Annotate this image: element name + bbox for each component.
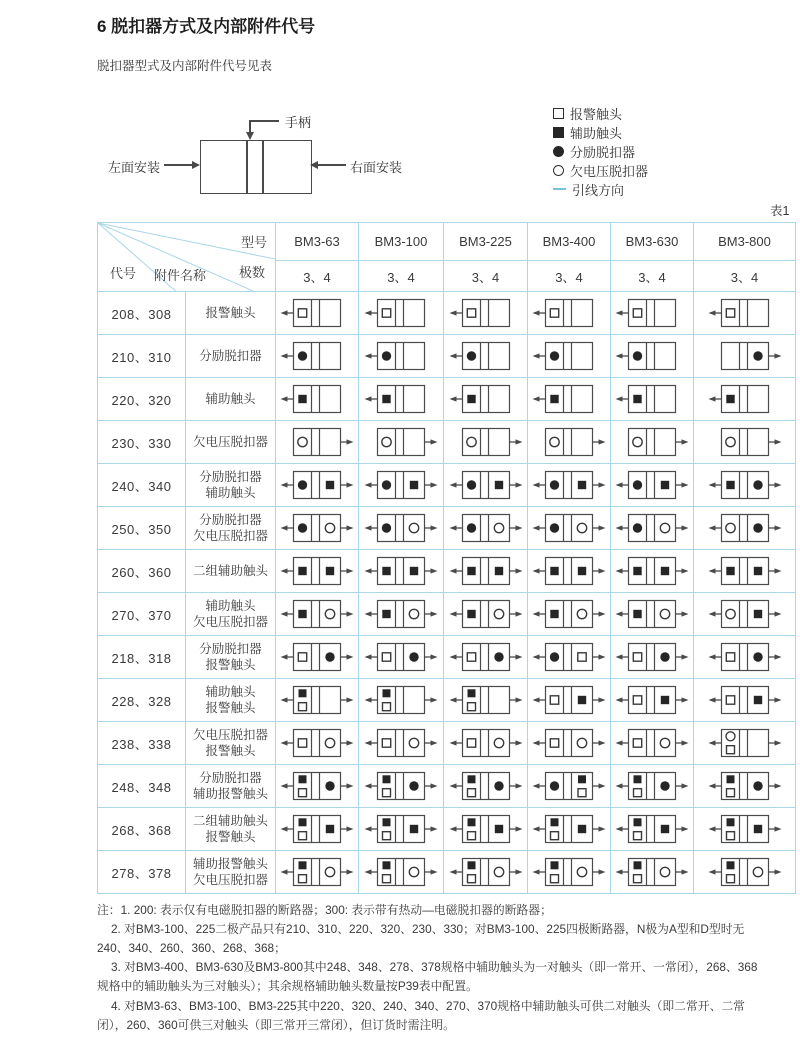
footnote-line: 4. 对BM3-63、BM3-100、BM3-225其中220、320、240、340、270、370规格中辅助触头可供二对触头（即二常开、二常闭），260、360可供三对触头（即三常开三常闭），但订货时需注明。 [97, 998, 745, 1032]
diagram-cell [694, 851, 796, 894]
row-accessory-name: 分励脱扣器 辅助报警触头 [186, 765, 276, 808]
diagram-cell [276, 421, 359, 464]
breaker-cell-drawing [364, 769, 438, 803]
breaker-cell-drawing [449, 554, 523, 588]
diagram-cell [276, 593, 359, 636]
diagram-cell [528, 464, 611, 507]
footnote-line: 注：1. 200: 表示仅有电磁脱扣器的断路器；300: 表示带有热动—电磁脱扣器的断路器； [97, 903, 552, 917]
breaker-cell-drawing [364, 726, 438, 760]
breaker-cell-drawing [532, 468, 606, 502]
diagram-cell [611, 808, 694, 851]
diagram-cell [276, 378, 359, 421]
table-row [98, 722, 796, 765]
table-row [98, 550, 796, 593]
breaker-cell-drawing [708, 640, 782, 674]
row-accessory-name: 辅助触头 [186, 378, 276, 421]
breaker-cell-drawing [708, 597, 782, 631]
table-row [98, 378, 796, 421]
diagram-cell [694, 679, 796, 722]
shunt-release-icon [553, 146, 564, 157]
name-header-label: 附件名称 [154, 268, 207, 283]
breaker-cell-drawing [280, 468, 354, 502]
breaker-cell-drawing [615, 726, 689, 760]
breaker-cell-drawing [532, 425, 606, 459]
breaker-cell-drawing [280, 769, 354, 803]
row-code: 208、308 [98, 292, 186, 335]
row-accessory-name: 辅助触头 报警触头 [186, 679, 276, 722]
breaker-cell-drawing [449, 640, 523, 674]
row-accessory-name: 分励脱扣器 报警触头 [186, 636, 276, 679]
diagram-cell [694, 722, 796, 765]
diagram-cell [611, 507, 694, 550]
legend-item [553, 182, 648, 197]
diagram-cell [276, 550, 359, 593]
diagram-cell [694, 421, 796, 464]
breaker-cell-drawing [708, 554, 782, 588]
diagram-cell [694, 765, 796, 808]
diagram-cell [444, 679, 528, 722]
breaker-cell-drawing [532, 726, 606, 760]
model-column-header: BM3-100 [359, 223, 444, 261]
row-code: 218、318 [98, 636, 186, 679]
diagram-cell [359, 292, 444, 335]
legend-item [553, 163, 648, 178]
row-code: 260、360 [98, 550, 186, 593]
diagram-cell [611, 335, 694, 378]
row-code: 268、368 [98, 808, 186, 851]
breaker-cell-drawing [708, 769, 782, 803]
handle-label: 手柄 [285, 115, 312, 130]
table-row [98, 808, 796, 851]
row-accessory-name: 欠电压脱扣器 [186, 421, 276, 464]
row-code: 248、348 [98, 765, 186, 808]
row-code: 278、378 [98, 851, 186, 894]
right-mount-arrow-icon [310, 161, 318, 169]
diagram-cell [528, 421, 611, 464]
page-title: 6 脱扣器方式及内部附件代号 [97, 17, 316, 36]
breaker-cell-drawing [449, 769, 523, 803]
breaker-cell-drawing [364, 597, 438, 631]
model-column-header: BM3-63 [276, 223, 359, 261]
breaker-cell-drawing [532, 511, 606, 545]
lead-direction-icon [553, 188, 566, 190]
breaker-cell-drawing [280, 382, 354, 416]
breaker-cell-drawing [280, 425, 354, 459]
breaker-cell-drawing [532, 683, 606, 717]
breaker-cell-drawing [532, 382, 606, 416]
diagram-cell [444, 722, 528, 765]
row-code: 230、330 [98, 421, 186, 464]
diagram-cell [528, 292, 611, 335]
row-code: 250、350 [98, 507, 186, 550]
diagram-cell [359, 378, 444, 421]
table-row [98, 335, 796, 378]
diagram-cell [359, 851, 444, 894]
diagram-cell [444, 292, 528, 335]
right-mount-label: 右面安装 [350, 160, 403, 175]
diagram-cell [528, 593, 611, 636]
row-code: 228、328 [98, 679, 186, 722]
table-row [98, 851, 796, 894]
diagram-cell [444, 378, 528, 421]
breaker-cell-drawing [615, 640, 689, 674]
breaker-cell-drawing [532, 640, 606, 674]
legend-label: 欠电压脱扣器 [570, 163, 649, 179]
page-subtitle: 脱扣器型式及内部附件代号见表 [97, 59, 273, 73]
diagram-cell [611, 636, 694, 679]
row-accessory-name: 报警触头 [186, 292, 276, 335]
breaker-cell-drawing [364, 382, 438, 416]
breaker-cell-drawing [708, 339, 782, 373]
table-row [98, 636, 796, 679]
diagram-cell [359, 335, 444, 378]
breaker-cell-drawing [708, 511, 782, 545]
diagram-cell [444, 550, 528, 593]
left-mount-arrow-icon [192, 161, 200, 169]
table-row [98, 507, 796, 550]
diagram-cell [611, 378, 694, 421]
model-column-header: BM3-630 [611, 223, 694, 261]
legend-label: 引线方向 [572, 182, 625, 198]
breaker-cell-drawing [615, 296, 689, 330]
breaker-cell-drawing [532, 855, 606, 889]
breaker-cell-drawing [449, 597, 523, 631]
breaker-cell-drawing [449, 425, 523, 459]
legend-item [553, 106, 648, 121]
table-row [98, 421, 796, 464]
table-row [98, 679, 796, 722]
diagram-cell [528, 550, 611, 593]
diagram-cell [444, 335, 528, 378]
diagram-cell [444, 507, 528, 550]
breaker-cell-drawing [364, 296, 438, 330]
diagram-cell [276, 335, 359, 378]
diagram-cell [528, 808, 611, 851]
diagram-cell [528, 335, 611, 378]
breaker-cell-drawing [532, 597, 606, 631]
breaker-cell-drawing [364, 855, 438, 889]
table-row [98, 292, 796, 335]
row-accessory-name: 分励脱扣器 欠电压脱扣器 [186, 507, 276, 550]
row-accessory-name: 分励脱扣器 [186, 335, 276, 378]
breaker-cell-drawing [449, 726, 523, 760]
diagram-cell [276, 851, 359, 894]
diagram-cell [444, 808, 528, 851]
table-corner-cell [98, 223, 276, 292]
breaker-cell-drawing [708, 468, 782, 502]
breaker-cell-drawing [615, 597, 689, 631]
diagram-cell [359, 464, 444, 507]
diagram-cell [611, 464, 694, 507]
model-column-header: BM3-800 [694, 223, 796, 261]
diagram-cell [444, 421, 528, 464]
breaker-cell-drawing [364, 511, 438, 545]
diagram-cell [276, 636, 359, 679]
breaker-cell-drawing [615, 425, 689, 459]
breaker-cell-drawing [708, 296, 782, 330]
diagram-cell [611, 722, 694, 765]
breaker-cell-drawing [280, 640, 354, 674]
diagram-cell [694, 593, 796, 636]
poles-value: 3、4 [359, 261, 444, 292]
diagram-cell [444, 765, 528, 808]
poles-header-label: 极数 [238, 265, 265, 280]
legend-item [553, 125, 648, 140]
diagram-cell [611, 292, 694, 335]
diagram-cell [694, 507, 796, 550]
model-column-header: BM3-400 [528, 223, 611, 261]
breaker-cell-drawing [615, 812, 689, 846]
poles-value: 3、4 [528, 261, 611, 292]
table-row [98, 765, 796, 808]
diagram-cell [276, 722, 359, 765]
diagram-cell [276, 808, 359, 851]
diagram-cell [528, 636, 611, 679]
breaker-cell-drawing [364, 339, 438, 373]
diagram-cell [694, 636, 796, 679]
breaker-cell-drawing [280, 511, 354, 545]
diagram-cell [359, 636, 444, 679]
diagram-cell [444, 851, 528, 894]
row-code: 210、310 [98, 335, 186, 378]
breaker-cell-drawing [364, 812, 438, 846]
accessory-code-table [97, 222, 796, 894]
right-mount-line [318, 164, 346, 166]
row-accessory-name: 二组辅助触头 [186, 550, 276, 593]
breaker-cell-drawing [364, 640, 438, 674]
diagram-cell [694, 808, 796, 851]
breaker-cell-drawing [708, 683, 782, 717]
breaker-cell-drawing [532, 769, 606, 803]
breaker-cell-drawing [449, 511, 523, 545]
diagram-cell [276, 507, 359, 550]
breaker-cell-drawing [280, 726, 354, 760]
row-code: 240、340 [98, 464, 186, 507]
table-row [98, 593, 796, 636]
model-column-header: BM3-225 [444, 223, 528, 261]
code-header-label: 代号 [110, 266, 137, 281]
poles-value: 3、4 [276, 261, 359, 292]
breaker-divider-right [262, 141, 264, 193]
diagram-cell [611, 593, 694, 636]
breaker-cell-drawing [615, 511, 689, 545]
row-code: 270、370 [98, 593, 186, 636]
auxiliary-contact-icon [553, 127, 564, 138]
diagram-cell [276, 292, 359, 335]
diagram-cell [528, 722, 611, 765]
breaker-cell-drawing [615, 769, 689, 803]
legend-label: 分励脱扣器 [570, 144, 636, 160]
breaker-body [200, 140, 312, 194]
undervoltage-release-icon [553, 165, 564, 176]
diagram-cell [444, 464, 528, 507]
breaker-cell-drawing [708, 382, 782, 416]
symbol-legend [553, 106, 648, 197]
breaker-cell-drawing [532, 339, 606, 373]
footnotes [97, 901, 763, 1035]
diagram-cell [359, 765, 444, 808]
breaker-cell-drawing [364, 425, 438, 459]
diagram-cell [359, 421, 444, 464]
breaker-cell-drawing [532, 296, 606, 330]
breaker-cell-drawing [615, 554, 689, 588]
left-mount-line [164, 164, 193, 166]
diagram-cell [528, 378, 611, 421]
breaker-cell-drawing [449, 468, 523, 502]
diagram-cell [528, 507, 611, 550]
breaker-cell-drawing [449, 339, 523, 373]
diagram-cell [611, 765, 694, 808]
breaker-cell-drawing [364, 468, 438, 502]
row-accessory-name: 欠电压脱扣器 报警触头 [186, 722, 276, 765]
breaker-cell-drawing [280, 855, 354, 889]
breaker-cell-drawing [532, 554, 606, 588]
diagram-cell [694, 335, 796, 378]
diagram-cell [359, 550, 444, 593]
diagram-cell [276, 765, 359, 808]
diagram-cell [611, 550, 694, 593]
legend-item [553, 144, 648, 159]
row-code: 220、320 [98, 378, 186, 421]
breaker-cell-drawing [449, 382, 523, 416]
handle-pointer-line [249, 120, 279, 122]
row-code: 238、338 [98, 722, 186, 765]
poles-value: 3、4 [444, 261, 528, 292]
table-row [98, 464, 796, 507]
diagram-cell [528, 851, 611, 894]
poles-value: 3、4 [611, 261, 694, 292]
diagram-cell [276, 464, 359, 507]
breaker-cell-drawing [615, 382, 689, 416]
breaker-cell-drawing [615, 683, 689, 717]
breaker-cell-drawing [708, 855, 782, 889]
diagram-cell [694, 550, 796, 593]
breaker-cell-drawing [449, 683, 523, 717]
diagram-cell [359, 507, 444, 550]
table-number-label: 表1 [770, 204, 790, 218]
footnote-line: 2. 对BM3-100、225二极产品只有210、310、220、320、230、330；对BM3-100、225四极断路器，N极为A型和D型时无 240、340、260、360、268、368； [97, 922, 745, 956]
breaker-cell-drawing [280, 597, 354, 631]
diagram-cell [276, 679, 359, 722]
breaker-cell-drawing [615, 855, 689, 889]
legend-label: 报警触头 [570, 106, 623, 122]
handle-arrow-icon [246, 132, 254, 140]
poles-value: 3、4 [694, 261, 796, 292]
breaker-cell-drawing [708, 726, 782, 760]
alarm-contact-icon [553, 108, 564, 119]
breaker-cell-drawing [532, 812, 606, 846]
diagram-cell [359, 593, 444, 636]
row-accessory-name: 辅助报警触头 欠电压脱扣器 [186, 851, 276, 894]
breaker-cell-drawing [449, 296, 523, 330]
diagram-cell [611, 679, 694, 722]
breaker-cell-drawing [280, 296, 354, 330]
model-header-label: 型号 [240, 235, 267, 250]
left-mount-label: 左面安装 [108, 160, 161, 175]
row-accessory-name: 二组辅助触头 报警触头 [186, 808, 276, 851]
breaker-cell-drawing [449, 812, 523, 846]
diagram-cell [359, 722, 444, 765]
breaker-cell-drawing [615, 468, 689, 502]
diagram-cell [528, 765, 611, 808]
breaker-cell-drawing [280, 554, 354, 588]
breaker-cell-drawing [708, 425, 782, 459]
breaker-cell-drawing [615, 339, 689, 373]
diagram-cell [444, 593, 528, 636]
diagram-cell [359, 679, 444, 722]
diagram-cell [359, 808, 444, 851]
row-accessory-name: 分励脱扣器 辅助触头 [186, 464, 276, 507]
breaker-cell-drawing [280, 683, 354, 717]
breaker-cell-drawing [280, 812, 354, 846]
diagram-cell [694, 378, 796, 421]
diagram-cell [694, 292, 796, 335]
diagram-cell [611, 421, 694, 464]
breaker-divider-left [246, 141, 248, 193]
breaker-cell-drawing [280, 339, 354, 373]
breaker-cell-drawing [449, 855, 523, 889]
breaker-cell-drawing [708, 812, 782, 846]
diagram-cell [611, 851, 694, 894]
footnote-line: 3. 对BM3-400、BM3-630及BM3-800其中248、348、278、378规格中辅助触头为一对触头（即一常开、一常闭），268、368规格中的辅助触头为三对触头）；其余规格辅助触头数量按P39表中配置。 [97, 960, 758, 994]
breaker-cell-drawing [364, 554, 438, 588]
diagram-cell [528, 679, 611, 722]
legend-label: 辅助触头 [570, 125, 623, 141]
row-accessory-name: 辅助触头 欠电压脱扣器 [186, 593, 276, 636]
breaker-cell-drawing [364, 683, 438, 717]
diagram-cell [694, 464, 796, 507]
diagram-cell [444, 636, 528, 679]
